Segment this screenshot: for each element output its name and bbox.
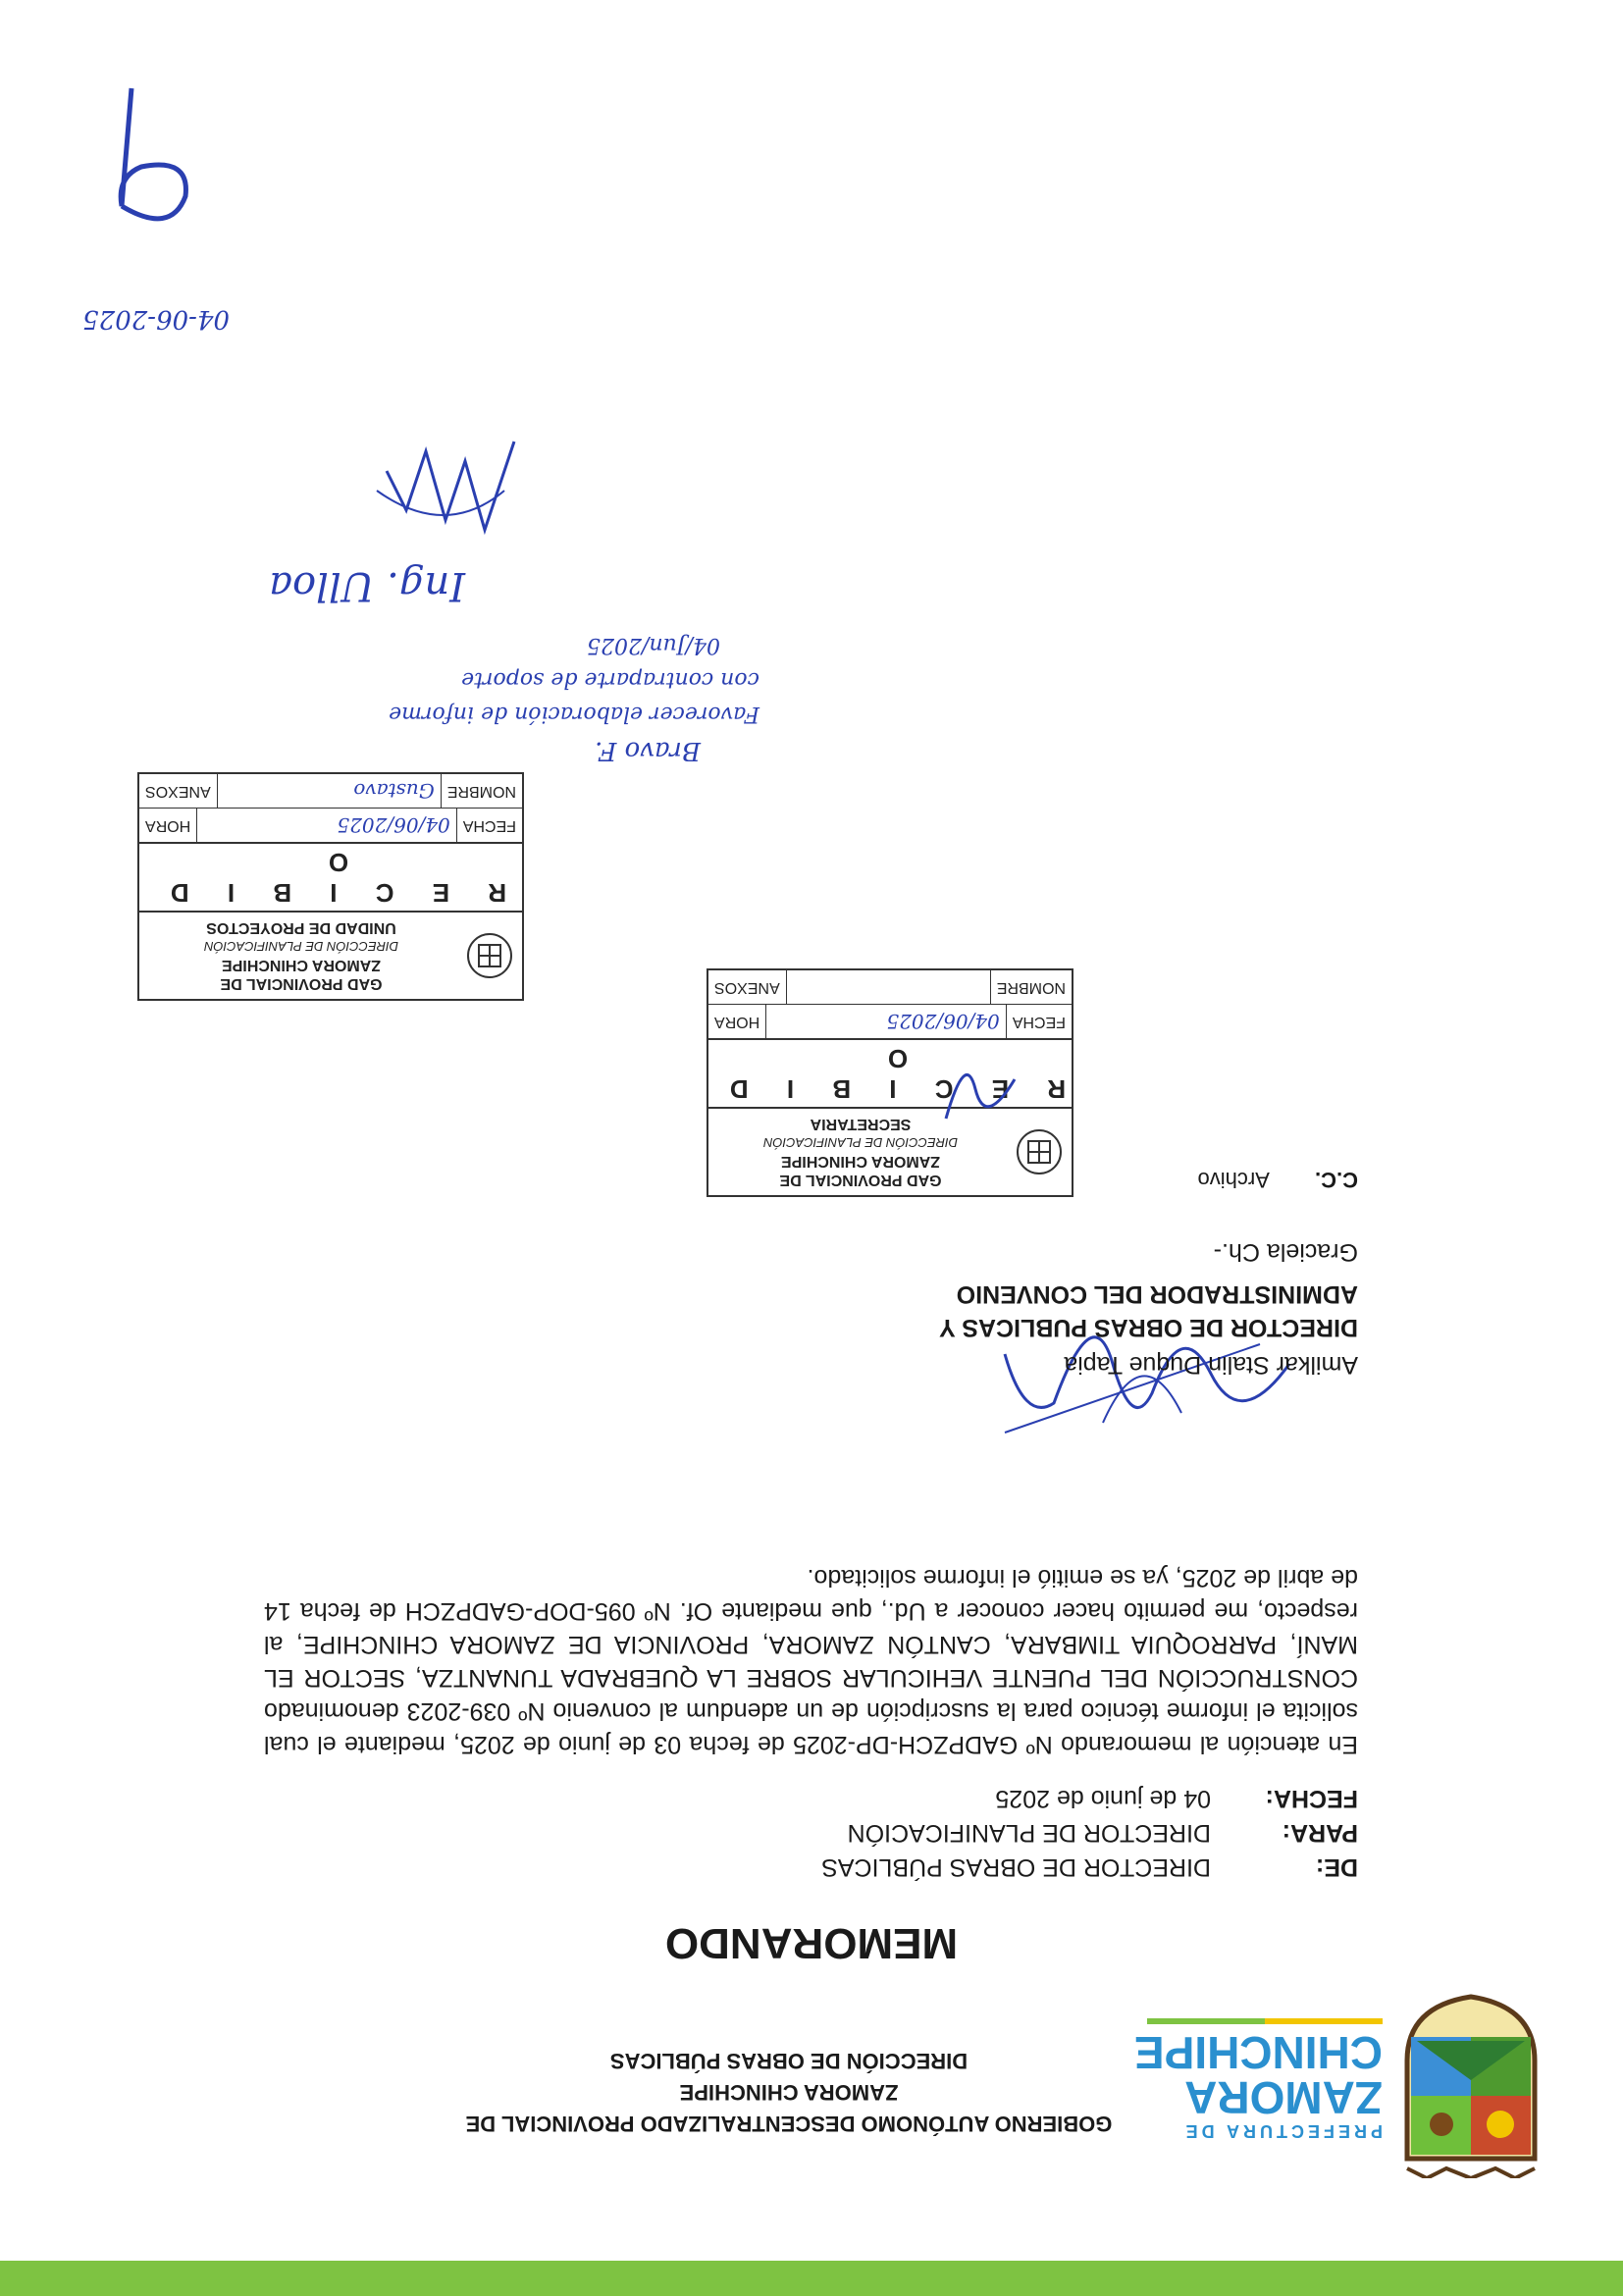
stamp2-unit: UNIDAD DE PROYECTOS (206, 919, 396, 936)
field-de-value: DIRECTOR DE OBRAS PÚBLICAS (821, 1853, 1211, 1881)
field-fecha-value: 04 de junio de 2025 (995, 1785, 1211, 1812)
field-de (821, 1850, 1358, 1884)
prefecture-crest-icon (1397, 1992, 1544, 2178)
memo-fields (821, 1781, 1358, 1884)
stamp1-fecha-label: FECHA (1006, 1005, 1072, 1038)
stamp2-nombre-value: Gustavo (217, 774, 441, 808)
stamp2-fecha-value: 04/06/2025 (196, 809, 456, 842)
author-initials: Graciela Ch.- (1213, 1238, 1358, 1266)
header-green-bar (0, 2261, 1623, 2296)
stamp1-nombre-value (786, 970, 990, 1004)
stamp2-anexos-label: ANEXOS (145, 783, 211, 800)
field-para (821, 1815, 1358, 1850)
organization-header (445, 2045, 1132, 2139)
handwritten-signature-icon (367, 422, 524, 549)
stamp2-gad2: ZAMORA CHINCHIPE (221, 957, 382, 973)
stamp1-received: R E C I B I D O (708, 1038, 1072, 1107)
stamp1-gad2: ZAMORA CHINCHIPE (780, 1153, 941, 1170)
gad-seal-icon (465, 930, 514, 981)
org-line-3: DIRECCIÓN DE OBRAS PÚBLICAS (609, 2049, 969, 2073)
stamp2-hora-label: HORA (145, 817, 191, 834)
stamp2-fecha-label: FECHA (456, 809, 522, 842)
org-line-2: ZAMORA CHINCHIPE (679, 2080, 899, 2105)
cc-label: C.C. (1315, 1168, 1358, 1192)
received-stamp-proyectos (137, 772, 524, 1001)
stamp1-initial-signature-icon (936, 1060, 1024, 1128)
stamp1-gad: GAD PROVINCIAL DE (779, 1172, 942, 1188)
prefecture-logo (1134, 2018, 1383, 2141)
handwritten-note-6: 04-06-2025 (82, 304, 230, 334)
handwritten-note-1: Bravo F. (595, 736, 701, 765)
signer-title-line-1: DIRECTOR DE OBRAS PUBLICAS Y (939, 1314, 1358, 1341)
org-line-1: GOBIERNO AUTÓNOMO DESCENTRALIZADO PROVINCIAL DE (465, 2112, 1113, 2136)
logo-underline (1147, 2018, 1383, 2024)
stamp1-nombre-label: NOMBRE (990, 970, 1072, 1004)
handwritten-number-icon (92, 78, 210, 235)
stamp1-unit: SECRETARIA (810, 1116, 912, 1132)
stamp1-hora-label: HORA (714, 1014, 760, 1030)
stamp2-gad: GAD PROVINCIAL DE (220, 975, 383, 992)
field-fecha (821, 1781, 1358, 1815)
stamp1-dir: DIRECCIÓN DE PLANIFICACIÓN (763, 1135, 958, 1150)
gad-seal-icon (1015, 1126, 1064, 1177)
field-para-value: DIRECTOR DE PLANIFICACIÓN (847, 1819, 1211, 1847)
logo-line-zamora: ZAMORA (1184, 2072, 1383, 2123)
field-de-label: DE: (1315, 1853, 1358, 1881)
stamp1-anexos-label: ANEXOS (714, 979, 780, 996)
cc-value: Archivo (1197, 1168, 1270, 1192)
handwritten-note-3: con contraparte de soporte (461, 667, 759, 692)
signer-title-line-2: ADMINISTRADOR DEL CONVENIO (956, 1280, 1358, 1308)
logo-line-chinchipe: CHINCHIPE (1133, 2027, 1383, 2078)
field-para-label: PARA: (1282, 1819, 1358, 1847)
handwritten-note-4: 04/Jun/2025 (587, 633, 720, 657)
memo-title: MEMORANDO (664, 1919, 959, 1967)
logo-prefix: PREFECTURA DE (1181, 2121, 1383, 2141)
stamp1-fecha-value: 04/06/2025 (765, 1005, 1006, 1038)
stamp2-received: R E C I B I D O (139, 842, 522, 911)
field-fecha-label: FECHA: (1265, 1785, 1358, 1812)
copy-to (1198, 1167, 1358, 1192)
handwritten-note-2: Favorecer elaboración de informe (389, 702, 759, 726)
handwritten-note-5: Ing. Ulloa (269, 563, 465, 608)
signer-title (939, 1278, 1358, 1344)
signer-name: Amilkar Stalin Duque Tapia (1064, 1351, 1358, 1379)
stamp2-dir: DIRECCIÓN DE PLANIFICACIÓN (204, 939, 398, 954)
memo-body: En atención al memorando Nº GADPZCH-DP-2025 de fecha 03 de junio de 2025, mediante el cual solicita el informe técnico para la suscripción de un adendum al convenio Nº 039-2023 denominado CONSTRUCCIÓN DEL PUENTE VEHICULAR SOBRE LA QUEBRADA TUNANTZA, SECTOR EL MANÍ, PARROQUIA TIMBARA, CANTÓN ZAMORA, PROVINCIA DE ZAMORA CHINCHIPE, al respecto, me permito hacer conocer a Ud., que mediante Of. Nº 095-DOP-GADPZCH de fecha 14 de abril de 2025, ya se emitió el informe solicitado. (264, 1564, 1358, 1758)
stamp2-nombre-label: NOMBRE (441, 774, 522, 808)
